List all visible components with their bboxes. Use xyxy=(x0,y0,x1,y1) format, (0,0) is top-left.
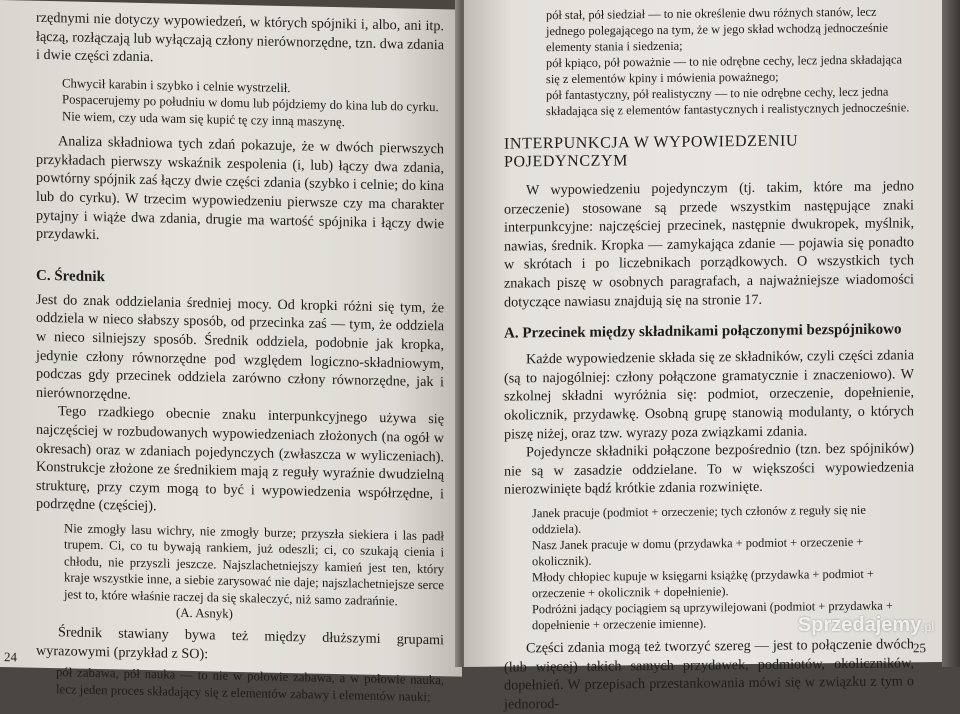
example-line: pół zabawa, pół nauka — to nie w połowie zabawa, a w połowie nauka, lecz jeden proces składający się z elementów zabawy i elementów nauki; xyxy=(56,665,444,704)
example-line: Chwycił karabin i szybko i celnie wystrzelił. xyxy=(62,76,291,95)
example-line: pół fantastyczny, pół realistyczny — to nie odrębne cechy, lecz jedna składająca się z elementów fantastycznych i realistycznych jednocześnie. xyxy=(546,84,910,119)
body-paragraph: Jest do znak oddzielania średniej mocy. Od kropki różni się tym, że oddziela w nieco słabszy sposób, od przecinka zaś — tym, że oddziela w nieco silniejszy sposób. Średnik oddziela, podobnie jak kropka, jedynie człony równorzędne pod względem logiczno-składniowym, podczas gdy przecinek oddziela zarówno człony równorzędne, jak i nierównorzędne. xyxy=(36,291,444,403)
quotation-text: Nie zmogły lasu wichry, nie zmogły burze; przyszła siekiera i las padł trupem. Ci, co tu bywają rankiem, już odeszli; ci, co szukają cienia i chłodu, nie przyszli jeszcze. Najszlachetniejszy kamień jest ten, który kraje wszystkie inne, a siebie zarysować nie daje; najszlachetniejsze serce jest to, które właśnie raczej da się skaleczyć, niż samo zadrańnie. xyxy=(64,521,444,609)
example-line: Młody chłopiec kupuje w księgarni książkę (przydawka + podmiot + orzeczenie + okolicznik + dopełnienie). xyxy=(532,566,874,601)
watermark-logo xyxy=(798,614,934,637)
left-page-content xyxy=(36,9,444,706)
watermark-suffix: .pl xyxy=(921,620,934,634)
body-paragraph: Części zdania mogą też tworzyć szereg — jest to połączenie dwóch (lub więcej) takich samych przydawek, podmiotów, okoliczników, dopełnień. W przepisach przestankowania mówi się w związku z tym o jednorod- xyxy=(504,636,914,713)
analysis-paragraph: Analiza składniowa tych zdań pokazuje, że w dwóch pierwszych przykładach pierwszy wskaźnik zespolenia (i, lub) łączy dwa zdania, powtórny spójnik zaś łączy dwie części zdania (szybko i celnie; do kina lub do cyrku). W trzecim wypowiedzeniu pierwsze czy ma charakter pytajny i wiąże dwa zdania, drugie ma wartość spójnika i łączy dwie przydawki. xyxy=(36,133,444,244)
page-number: 24 xyxy=(4,649,17,665)
left-page xyxy=(0,0,462,704)
page-number: 25 xyxy=(913,640,926,656)
example-line: pół stał, pół siedział — to nie określenie dwu różnych stanów, lecz jednego polegającego na tym, że w jego skład wchodzą jednocześnie elementy stania i siedzenia; xyxy=(546,4,888,55)
body-paragraph: Każde wypowiedzenie składa się ze składników, czyli części zdania (są to najogólniej: człony połączone gramatycznie i znaczeniowo). W szkolnej składni wyróżnia się: podmiot, orzeczenie, dopełnienie, okolicznik, przydawkę. Osobną grupę stanowią modulanty, o których piszę niżej, oraz tzw. wyrazy poza związkami zdania. xyxy=(504,347,914,443)
body-paragraph: Pojedyncze składniki połączone bezpośrednio (tzn. bez spójników) nie są w zasadzie oddzielane. To w większości wypowiedzenia nierozwinięte bądź krótkie zdania rozwinięte. xyxy=(504,440,914,498)
example-line: pół kpiąco, pół poważnie — to nie odrębne cechy, lecz jedna składająca się z elementów kpiny i mówienia poważnego; xyxy=(546,52,902,87)
quotation-author: (A. Asnyk) xyxy=(176,606,233,622)
body-paragraph: Średnik stawiany bywa też między dłuższymi grupami wyrazowymi (przykład z SO): xyxy=(36,624,444,662)
example-line: Nie wiem, czy uda wam się kupić tę czy inną maszynę. xyxy=(62,109,345,130)
example-list xyxy=(62,75,444,133)
intro-paragraph: rzędnymi nie dotyczy wypowiedzeń, w których spójniki i, albo, ani itp. łączą, rozłączają lub wyłączają człony nierównorzędne, tzn. dwa zdania i dwie części zdania. xyxy=(36,9,444,66)
example-list xyxy=(546,3,914,119)
section-title: INTERPUNKCJA W WYPOWIEDZENIU POJEDYNCZYM xyxy=(504,132,799,171)
example-line: Nasz Janek pracuje w domu (przydawka + podmiot + orzeczenie + okolicznik). xyxy=(532,534,864,569)
quotation xyxy=(64,520,444,627)
example-line: Janek pracuje (podmiot + orzeczenie; tych członów z reguły się nie oddziela). xyxy=(532,502,866,537)
watermark-text: Sprzedajemy xyxy=(797,614,922,636)
body-paragraph: W wypowiedzeniu pojedynczym (tj. takim, które ma jedno orzeczenie) stosowane są przede wszystkim następujące znaki interpunkcyjne: najczęściej przecinek, następnie dwukropek, myślnik, nawias, średnik. Kropka — zamykająca zdanie — pojawia się ponadto w skrótach i po liczebnikach porządkowych. O wszystkich tych znakach piszę w osobnych paragrafach, a najważniejsze wiadomości dotyczące nawiasu znajdują się na stronie 17. xyxy=(504,178,914,311)
example-line: Podróżni jadący pociągiem są uprzywilejowani (podmiot + przydawka + dopełnienie + orzeczenie imienne). xyxy=(532,598,893,633)
example-line: Pospacerujemy po południu w domu lub pójdziemy do kina lub do cyrku. xyxy=(62,92,439,115)
right-page xyxy=(464,0,942,713)
book-edge xyxy=(942,0,960,667)
right-page-content xyxy=(504,3,914,714)
body-paragraph: Tego rzadkiego obecnie znaku interpunkcyjnego używa się najczęściej w rozbudowanych wypowiedzeniach złożonych (na ogół w okresach) oraz w zdaniach pojedynczych (zwłaszcza w wyliczeniach). Konstrukcje złożone ze średnikiem mają z reguły wyraźnie dwudzielną strukturę, przy czym mogą to być i wypowiedzenia współrzędne, i podrzędne (częściej). xyxy=(36,403,444,515)
subsection-heading: A. Przecinek między składnikami połączonymi bezspójnikowo xyxy=(504,321,902,342)
section-heading: C. Średnik xyxy=(36,267,105,286)
